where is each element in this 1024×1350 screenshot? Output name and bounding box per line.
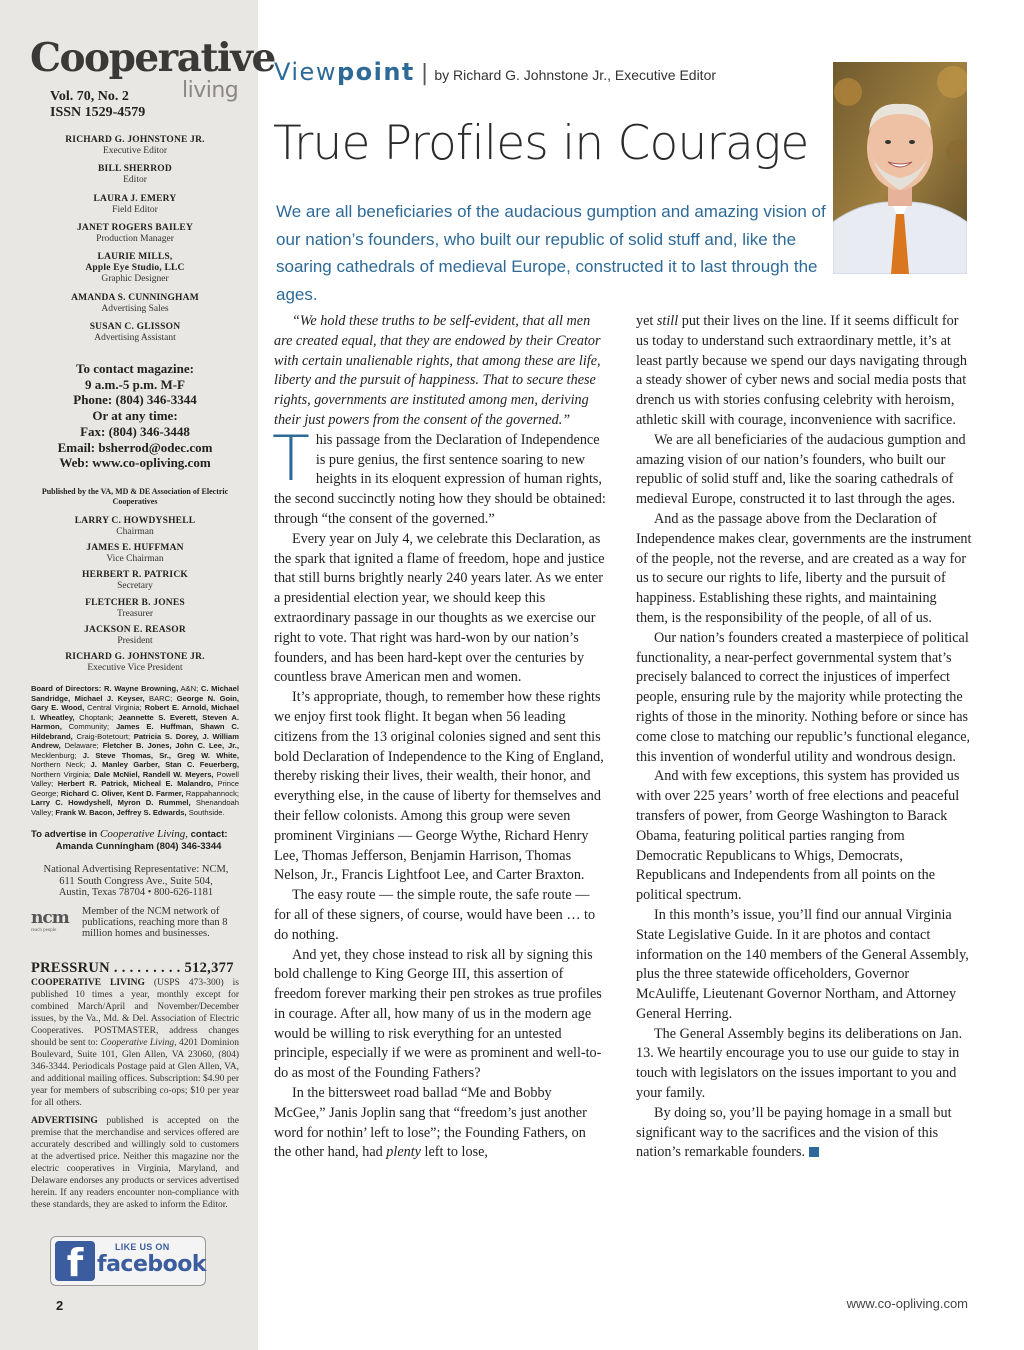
facebook-icon: f [55,1241,95,1281]
end-mark-icon [809,1147,819,1157]
officer-entry: HERBERT R. PATRICK Secretary [82,570,188,591]
staff-entry: SUSAN C. GLISSON Advertising Assistant [89,322,181,343]
facebook-wordmark: facebook [97,1252,206,1277]
drop-cap: T [272,421,310,495]
byline: by Richard G. Johnstone Jr., Executive Editor [434,67,717,83]
staff-entry: AMANDA S. CUNNINGHAM Advertising Sales [71,293,199,314]
advertising-statement: ADVERTISING published is accepted on the premise that the merchandise and services offered are accurately described and willingly sold to customers at the advertised price. Neither this magazine nor the electric cooperatives in Virginia, Maryland, and Delaware endorses any products or services advertised herein. If any readers encounter non-compliance with these standards, they are asked to inform the Editor. [31,1116,239,1210]
advertise-contact: To advertise in Cooperative Living, contact: Amanda Cunningham (804) 346-3344 [31,828,228,852]
pressrun: PRESSRUN . . . . . . . . . 512,377 [31,960,234,976]
author-photo [833,62,967,274]
section-header [274,58,716,86]
officer-entry: JAMES E. HUFFMAN Vice Chairman [86,543,184,564]
paragraph: And with few exceptions, this system has provided us with over 225 years’ worth of free elections and peaceful transfers of power, from George Washington to Barack Obama, featuring political parties ranging from Democratic Republicans to Whigs, Democrats, Republicans and Independents from all points on the political spectrum. [636,768,960,904]
paragraph: Our nation’s founders created a masterpiece of political functionality, a near-perfect governmental system that’s precisely balanced to correct the injustices of imperfect people, ensuring rule by the majority while protecting the rights of those in the minority. Nothing before or since has come close to matching our republic’s functional elegance, this invention of wonderful utility and wondrous design. [636,629,971,765]
article-column-1 [274,312,606,1163]
facebook-like-button[interactable] [50,1236,206,1286]
officer-entry: FLETCHER B. JONES Treasurer [85,598,185,619]
contact-info: To contact magazine: 9 a.m.-5 p.m. M-F Phone: (804) 346-3344 Or at any time: Fax: (804) 346-3448 Email: bsherrod@odec.com Web: www.co-opliving.com [20,361,250,471]
contact-web: Web: www.co-opliving.com [59,455,211,471]
published-by: Published by the VA, MD & DE Association of Electric Cooperatives [41,487,229,506]
officer-entry: RICHARD G. JOHNSTONE JR. Executive Vice President [65,652,205,673]
issn: ISSN 1529-4579 [50,105,146,120]
logo-main-text: Cooperative [30,35,275,81]
paragraph: We are all beneficiaries of the audacious gumption and amazing vision of our nation’s founders, who built our republic of solid stuff and, like the soaring cathedrals of medieval Europe, constructed it to last through the ages. [636,431,966,508]
page-number: 2 [56,1298,64,1313]
article-deck: We are all beneficiaries of the audacious gumption and amazing vision of our nation’s founders, who built our republic of solid stuff and, like the soaring cathedrals of medieval Europe, constructed it to last through the ages. [276,202,826,304]
paragraph: And yet, they chose instead to risk all by signing this bold challenge to King George III, this assertion of freedom forever marking their pen strokes as true profiles in courage. After all, how many of us in the modern age would be willing to risk everything for an untested principle, especially if we were as prominent and well-to-do as most of the Founding Fathers? [274,946,602,1082]
paragraph: And as the passage above from the Declaration of Independence makes clear, governments are the instrument of the people, not the reverse, and are created as a way for us to secure our rights to life, liberty and the pursuit of happiness. Establishing these rights, and maintaining them, is the responsibility of the people, of all of us. [636,510,972,626]
page-title: True Profiles in Courage [273,116,809,171]
staff-entry: LAURIE MILLS, Apple Eye Studio, LLC Graphic Designer [85,252,185,284]
postal-statement: COOPERATIVE LIVING (USPS 473-300) is published 10 times a year, monthly except for combined March/April and November/December issues, by the Va., Md. & Del. Association of Electric Cooperatives. POSTMASTER, address changes should be sent to: Cooperative Living, 4201 Dominion Boulevard, Suite 101, Glen Allen, VA 23060, (804) 346-3344. Periodicals Postage paid at Glen Allen, VA, and additional mailing offices. Subscription: $4.90 per year for members of subscribing co-ops; $10 per year for all others. [31,978,240,1108]
paragraph: By doing so, you’ll be paying homage in a small but significant way to the sacrifices and the vision of this nation’s remarkable founders. [636,1104,952,1161]
ncm-logo: ncm reach people [31,908,69,933]
ncm-member-note: Member of the NCM network of publications, reaching more than 8 million homes and businesses. [82,906,228,939]
paragraph: The easy route — the simple route, the safe route — for all of these signers, of course, would have been … to do nothing. [274,887,596,943]
contact-phone: Phone: (804) 346-3344 [73,392,197,408]
paragraph: It’s appropriate, though, to remember how these rights we enjoy first took flight. It began when 56 leading citizens from the 13 original colonies signed and sent this bold Declaration of Independence to the King of England, thereby risking their lives, their wealth, their honor, and everything else, in the cause of liberty for themselves and their fellow colonists. Among this group were seven prominent Virginians — George Wythe, Richard Henry Lee, Thomas Jefferson, Benjamin Harrison, Thomas Nelson, Jr., Francis Lightfoot Lee, and Carter Braxton. [274,689,604,884]
masthead-sidebar [0,0,275,1350]
declaration-quote: “We hold these truths to be self-evident, that all men are created equal, that they are endowed by their Creator with certain unalienable rights, that among these are life, liberty and the pursuit of happiness. That to secure these rights, governments are instituted among men, deriving their just powers from the consent of the governed.” [274,313,601,428]
volume-number: Vol. 70, No. 2 [50,89,129,104]
facebook-like-label: LIKE US ON [115,1242,170,1252]
staff-entry: LAURA J. EMERY Field Editor [93,194,177,215]
section-title-point: point [336,58,415,86]
opening-paragraph [272,421,606,530]
header-divider: | [420,61,429,86]
contact-fax: Fax: (804) 346-3448 [80,423,190,439]
paragraph: Every year on July 4, we celebrate this Declaration, as the spark that ignited a flame of freedom, hope and justice that still burns brightly nearly 240 years later. As we enter a presidential election year, we should keep this extraordinary passage in our thoughts as we exercise our right to vote. That right was hard-won by our nation’s founders, and has been hard-kept over the centuries by countless brave American men and women. [274,530,605,686]
section-title-view: View [274,58,337,86]
footer-website-link[interactable]: www.co-opliving.com [846,1296,968,1311]
logo-sub-text: living [182,78,239,103]
volume-info [50,89,145,121]
paragraph: In the bittersweet road ballad “Me and Bobby McGee,” Janis Joplin sang that “freedom’s just another word for nothin’ left to lose”; the Founding Fathers, on the other hand, had plenty left to lose, [274,1085,587,1161]
ncm-representative: National Advertising Representative: NCM, 611 South Congress Ave., Suite 504, Austin, Texas 78704 • 800-626-1181 [43,864,229,898]
paragraph: his passage from the Declaration of Independence is pure genius, the first sentence soaring to new heights in its eloquent expression of human rights, the second succinctly noting how they should be obtained: through “the consent of the governed.” [274,431,606,527]
paragraph: In this month’s issue, you’ll find our annual Virginia State Legislative Guide. In it are photos and contact information on the 140 members of the General Assembly, plus the three statewide officeholders, Governor McAuliffe, Lieutenant Governor Northam, and Attorney General Herring. [636,906,969,1022]
staff-entry: BILL SHERROD Editor [98,164,172,185]
staff-entry: JANET ROGERS BAILEY Production Manager [76,223,194,244]
officer-entry: JACKSON E. REASOR President [84,625,186,646]
contact-email: Email: bsherrod@odec.com [57,439,213,455]
board-of-directors: Board of Directors: R. Wayne Browning, A&N; C. Michael Sandridge, Michael J. Keyser, BARC; George N. Goin, Gary E. Wood, Central Virginia; Robert E. Arnold, Michael I. Wheatley, Choptank; Jeannette S. Everett, Steven A. Harmon, Community; James E. Huffman, Shawn C. Hildebrand, Craig-Botetourt; Patricia S. Dorey, J. William Andrew, Delaware; Fletcher B. Jones, John C. Lee, Jr., Mecklenburg; J. Steve Thomas, Sr., Greg W. White, Northern Neck; J. Manley Garber, Stan C. Feuerberg, Northern Virginia; Dale McNiel, Randell W. Meyers, Powell Valley; Herbert R. Patrick, Micheal E. Malandro, Prince George; Richard C. Oliver, Kent D. Farmer, Rappahannock; Larry C. Howdyshell, Myron D. Rummel, Shenandoah Valley; Frank W. Bacon, Jeffrey S. Edwards, Southside. [31,684,239,817]
staff-entry: RICHARD G. JOHNSTONE JR. Executive Editor [65,135,205,156]
article-column-2 [636,312,972,1163]
officer-entry: LARRY C. HOWDYSHELL Chairman [74,516,196,537]
paragraph: yet still put their lives on the line. If it seems difficult for us today to understand such extraordinary mettle, it’s at least partly because we spend our days navigating through a steady shower of cyber news and social media posts that drench us with stories confusing celebrity with heroism, athletic skill with courage, inconvenience with sacrifice. [636,313,967,428]
paragraph: The General Assembly begins its deliberations on Jan. 13. We heartily encourage you to use our guide to stay in touch with legislators on the issues important to you and your family. [636,1025,963,1102]
